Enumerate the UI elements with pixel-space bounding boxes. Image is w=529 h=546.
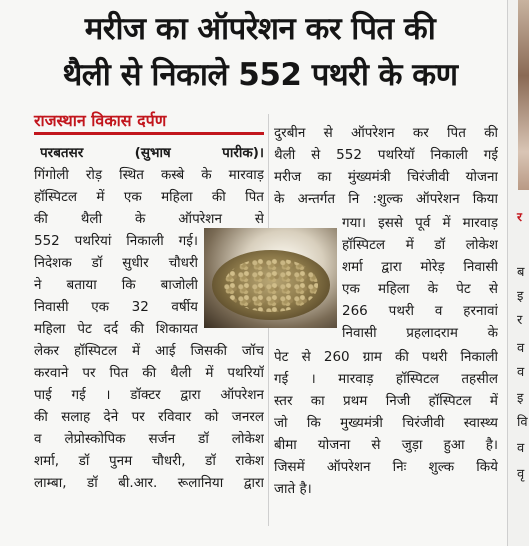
adjacent-article-photo: [518, 0, 529, 190]
col1-line: हॉस्पिटल में एक महिला की पित: [34, 189, 264, 205]
byline: राजस्थान विकास दर्पण: [34, 111, 167, 130]
adjacent-article-char: र: [517, 313, 523, 328]
gallstones-photo: [204, 228, 337, 328]
col1-line: करवाने पर पित की थैली में पथरियॉ: [34, 365, 264, 381]
adjacent-article-char: इ: [517, 289, 524, 304]
col2-line: जाते है।: [274, 481, 312, 497]
adjacent-article-char: व: [517, 341, 525, 356]
adjacent-article-char: ब: [517, 265, 525, 280]
col2-line: गई । मारवाड़ हॉस्पिटल तहसील: [274, 371, 498, 387]
col2-line: निवासी प्रहलादराम के: [342, 325, 498, 341]
col2-line: जो कि मुख्यमंत्री चिरंजीवी स्वास्थ्य: [274, 415, 498, 431]
stones-bowl: [212, 250, 330, 320]
col2-line: एक महिला के पेट से: [342, 281, 498, 297]
headline: [10, 6, 510, 98]
col1-line: की थैली के ऑपरेशन से: [34, 211, 264, 227]
adjacent-article-char: वि: [517, 415, 528, 430]
headline-line-1: मरीज का ऑपरेशन कर पित की: [84, 11, 436, 47]
col2-line: गया। इससे पूर्व में मारवाड़: [342, 215, 498, 231]
col1-line: व लेप्रोस्कोपिक सर्जन डॉ लोकेश: [34, 431, 264, 447]
col2-line: 266 पथरी व हरनावां: [342, 303, 498, 319]
col2-line: मरीज का मुंख्यमंत्री चिरंजीवी योजना: [274, 169, 498, 185]
col2-line: जिसमें ऑपरेशन निः शुल्क किये: [274, 459, 498, 475]
col1-line: गिंगोली रोड़ स्थित कस्बे के मारवाड़: [34, 167, 264, 183]
byline-underline: [34, 132, 264, 135]
col2-line: पेट से 260 ग्राम की पथरी निकाली: [274, 349, 498, 365]
col2-line: बीमा योजना से जुड़ा हुआ है।: [274, 437, 498, 453]
col1-line: ने बताया कि बाजोली: [34, 277, 198, 293]
adjacent-article-char: इ: [517, 391, 524, 406]
col2-line: थैली से 552 पथरियॉ निकाली गई: [274, 147, 498, 163]
headline-line-2: थैली से निकाले 552 पथरी के कण: [62, 57, 458, 93]
col2-line: के अन्तर्गत नि :शुल्क ऑपरेशन किया: [274, 191, 498, 207]
col1-line: निदेशक डॉ सुधीर चौधरी: [34, 255, 198, 271]
adjacent-article-heading: र: [517, 210, 522, 224]
col1-line: 552 पथरियां निकाली गई।: [34, 233, 198, 249]
col2-line: हॉस्पिटल में डॉ लोकेश: [342, 237, 498, 253]
adjacent-article-char: व: [517, 365, 525, 380]
col1-line: महिला पेट दर्द की शिकायत: [34, 321, 198, 337]
col2-line: स्तर का प्रथम निजी हॉस्पिटल में: [274, 393, 498, 409]
col1-line: पाई गई । डॉक्टर द्वारा ऑपरेशन: [34, 387, 264, 403]
col2-line: दुरबीन से ऑपरेशन कर पित की: [274, 125, 498, 141]
col1-line: निवासी एक 32 वर्षीय: [34, 299, 198, 315]
adjacent-article-char: वृ: [517, 467, 525, 482]
col1-line: लाम्बा, डॉ बी.आर. रूलानिया द्वारा: [34, 475, 264, 491]
col1-line: लेकर हॉस्पिटल में आई जिसकी जॉच: [34, 343, 264, 359]
col1-line: शर्मा, डॉ पुनम चौधरी, डॉ राकेश: [34, 453, 264, 469]
col1-line: परबतसर (सुभाष पारीक)।: [40, 145, 264, 161]
adjacent-article-char: व: [517, 441, 525, 456]
col1-line: की सलाह देने पर रविवार को जनरल: [34, 409, 264, 425]
col2-line: शर्मा द्वारा मोरेड़ निवासी: [342, 259, 498, 275]
